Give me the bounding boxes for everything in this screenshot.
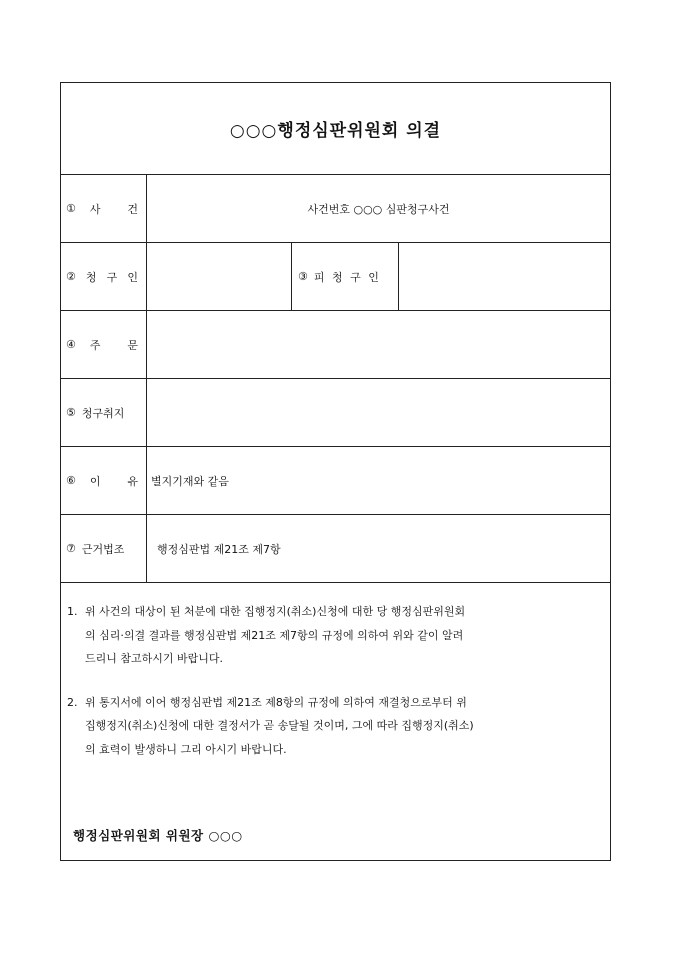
value-case: 사건번호 ○○○ 심판청구사건	[307, 202, 450, 216]
label-respondent: ③ 피 청 구 인	[291, 243, 399, 310]
value-claimant	[147, 243, 301, 310]
value-purpose	[147, 379, 610, 446]
circled-number: ⑤	[66, 406, 76, 419]
row-parties	[61, 243, 610, 311]
row-case	[61, 175, 610, 243]
circled-number: ②	[66, 270, 76, 283]
signature: 행정심판위원회 위원장 ○○○	[73, 828, 243, 843]
notes-section	[61, 584, 610, 781]
row-reason	[61, 447, 610, 515]
label-basis: ⑦ 근거법조	[61, 515, 147, 582]
label-claimant: ② 청 구 인	[61, 243, 147, 310]
value-reason: 별지기재와 같음	[151, 474, 229, 488]
row-basis	[61, 515, 610, 583]
label-order: ④ 주 문	[61, 311, 147, 378]
value-order	[147, 311, 610, 378]
label-reason: ⑥ 이 유	[61, 447, 147, 514]
decision-form	[60, 82, 611, 861]
circled-number: ⑥	[66, 474, 76, 487]
circled-number: ⑦	[66, 542, 76, 555]
circled-number: ③	[298, 270, 308, 283]
form-title: ○○○행정심판위원회 의결	[61, 83, 610, 175]
row-order	[61, 311, 610, 379]
label-case: ① 사 건	[61, 175, 147, 242]
note-item: 1. 위 사건의 대상이 된 처분에 대한 집행정지(취소)신청에 대한 당 행정심판위원회 의 심리·의결 결과를 행정심판법 제21조 제7항의 규정에 의하여 위와 같이 알려 드리니 참고하시기 바랍니다.	[67, 605, 466, 665]
circled-number: ①	[66, 202, 76, 215]
label-purpose: ⑤ 청구취지	[61, 379, 147, 446]
value-basis: 행정심판법 제21조 제7항	[157, 542, 281, 556]
row-purpose	[61, 379, 610, 447]
note-item: 2. 위 통지서에 이어 행정심판법 제21조 제8항의 규정에 의하여 재결청으로부터 위 집행정지(취소)신청에 대한 결정서가 곧 송달될 것이며, 그에 따라 집행정지(취소) 의 효력이 발생하니 그리 아시기 바랍니다.	[67, 695, 474, 756]
value-respondent	[399, 243, 610, 310]
circled-number: ④	[66, 338, 76, 351]
